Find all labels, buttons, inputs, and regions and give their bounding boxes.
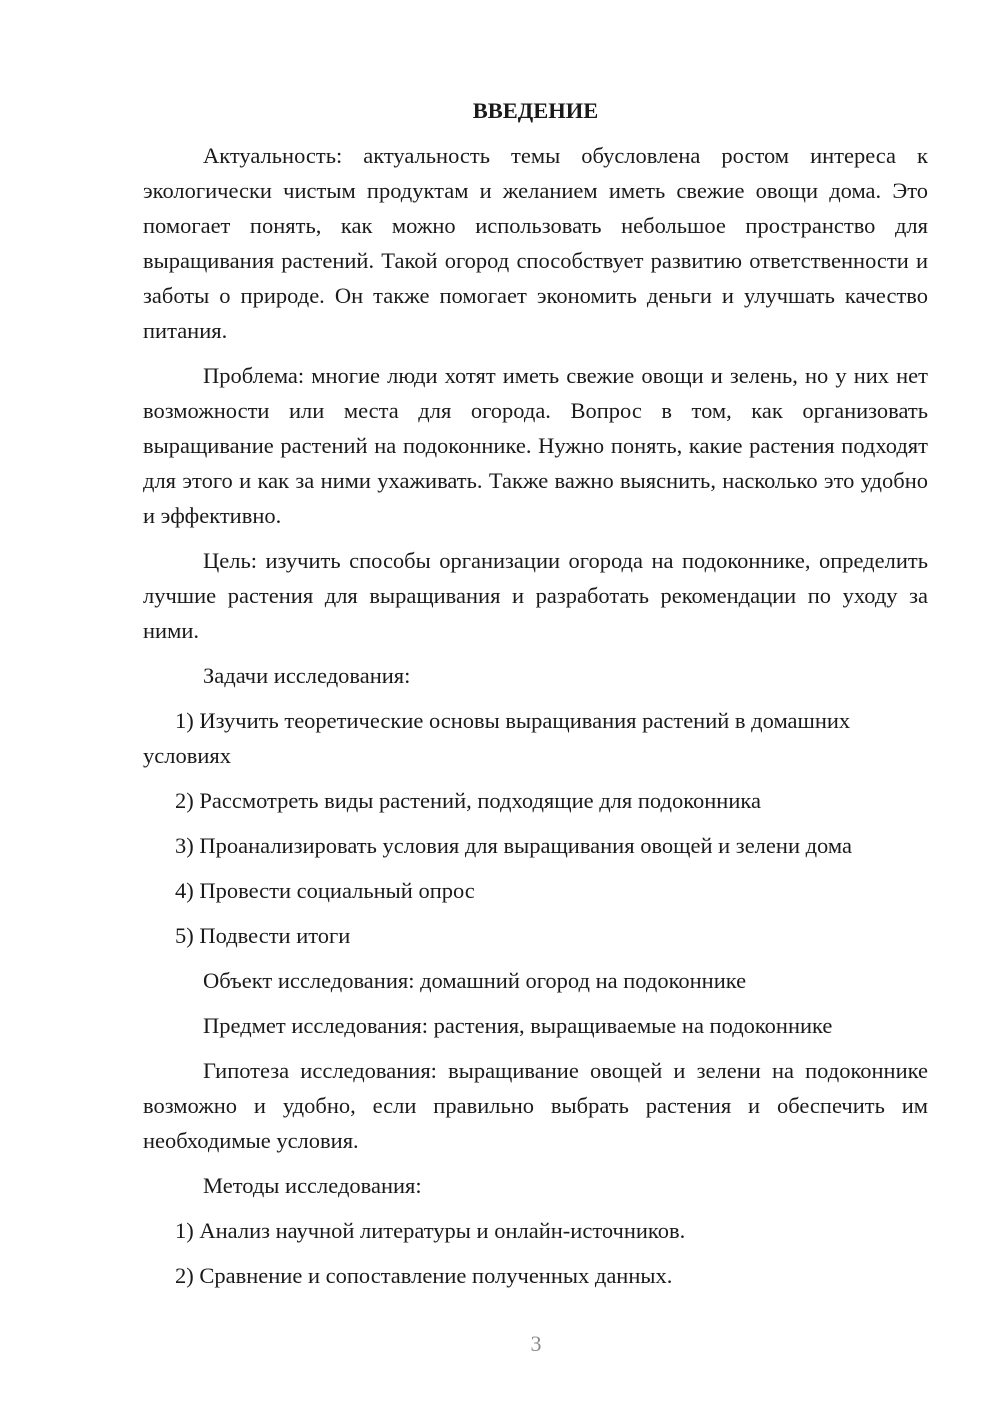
task-item: 5) Подвести итоги xyxy=(175,923,351,948)
tasks-heading: Задачи исследования: xyxy=(203,663,411,688)
method-item: 1) Анализ научной литературы и онлайн-источников. xyxy=(175,1218,686,1243)
research-object: Объект исследования: домашний огород на подоконнике xyxy=(203,968,747,993)
problem-paragraph: Проблема: многие люди хотят иметь свежие овощи и зелень, но у них нет возможности или места для огорода. Вопрос в том, как организовать выращивание растений на подоконнике. Нужно понять, какие растения подходят для этого и как за ними ухаживать. Также важно выяснить, насколько это удобно и эффективно. xyxy=(143,363,928,528)
page-number: 3 xyxy=(530,1331,542,1356)
relevance-paragraph: Актуальность: актуальность темы обусловлена ростом интереса к экологически чистым продуктам и желанием иметь свежие овощи дома. Это помогает понять, как можно использовать небольшое пространство для выращивания растений. Такой огород способствует развитию ответственности и заботы о природе. Он также помогает экономить деньги и улучшать качество питания. xyxy=(143,143,928,343)
section-title: ВВЕДЕНИЕ xyxy=(472,98,599,123)
methods-heading: Методы исследования: xyxy=(203,1173,422,1198)
task-item: 4) Провести социальный опрос xyxy=(175,878,475,903)
research-subject: Предмет исследования: растения, выращиваемые на подоконнике xyxy=(203,1013,833,1038)
task-item: 2) Рассмотреть виды растений, подходящие для подоконника xyxy=(175,788,761,813)
task-item: 1) Изучить теоретические основы выращивания растений в домашних условиях xyxy=(143,708,851,768)
goal-paragraph: Цель: изучить способы организации огорода на подоконнике, определить лучшие растения для выращивания и разработать рекомендации по уходу за ними. xyxy=(143,548,928,643)
document-body xyxy=(143,93,928,1303)
hypothesis-paragraph: Гипотеза исследования: выращивание овощей и зелени на подоконнике возможно и удобно, если правильно выбрать растения и обеспечить им необходимые условия. xyxy=(143,1058,928,1153)
task-item: 3) Проанализировать условия для выращивания овощей и зелени дома xyxy=(175,833,852,858)
method-item: 2) Сравнение и сопоставление полученных данных. xyxy=(175,1263,673,1288)
